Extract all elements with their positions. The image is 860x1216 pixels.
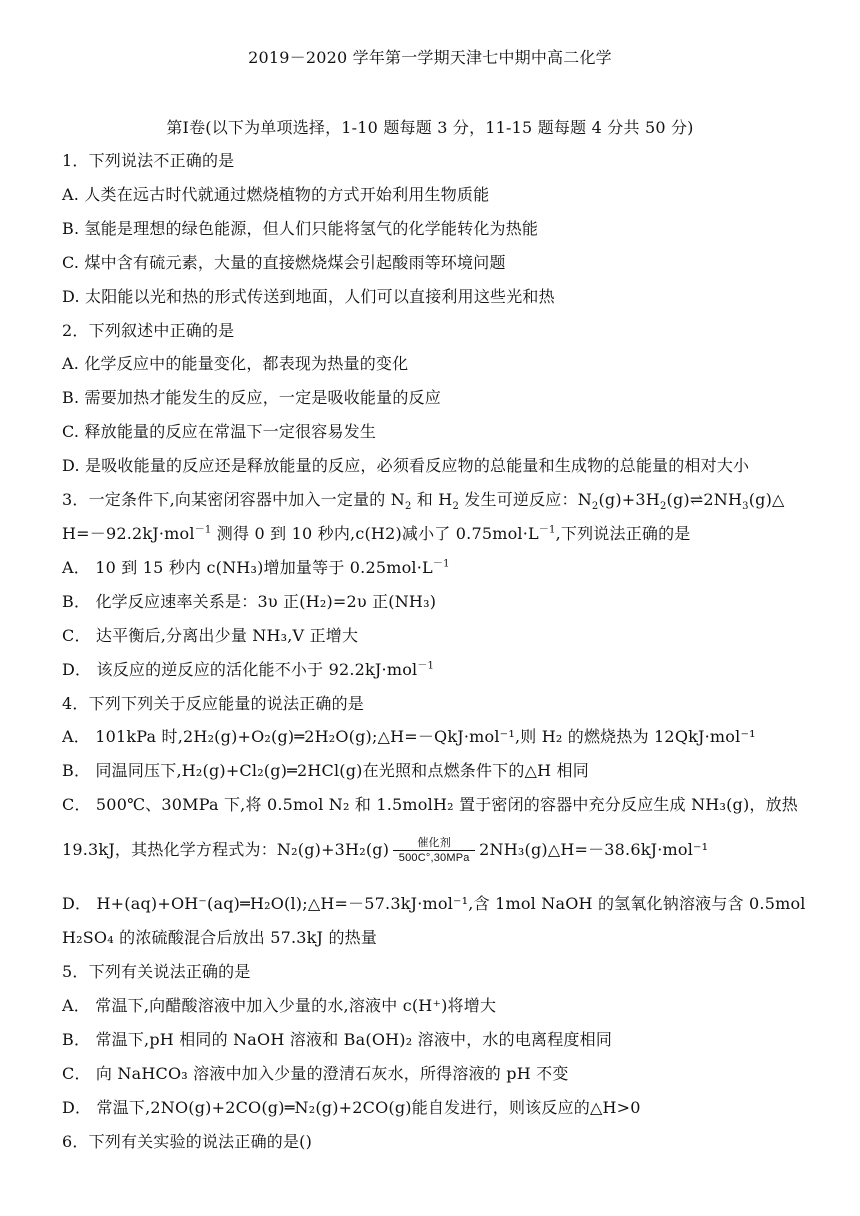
section-header: 第Ⅰ卷(以下为单项选择，1-10 题每题 3 分，11-15 题每题 4 分共 50 分) (166, 118, 694, 137)
question-3-option-a: A． 10 到 15 秒内 c(NH₃)增加量等于 $0.25mol\cdot L^{-1}$ (62, 558, 450, 577)
question-2-option-a: A. 化学反应中的能量变化，都表现为热量的变化 (62, 354, 409, 373)
question-3-stem-text: 3．一定条件下,向某密闭容器中加入一定量的 N (62, 490, 405, 509)
question-4-option-a: A． 101kPa 时,2H₂(g)+O₂(g)═2H₂O(g);△H=－QkJ·mol⁻¹,则 H₂ 的燃烧热为 12QkJ·mol⁻¹ (62, 727, 756, 746)
question-2-option-c: C. 释放能量的反应在常温下一定很容易发生 (62, 422, 377, 441)
question-1-option-a: A. 人类在远古时代就通过燃烧植物的方式开始利用生物质能 (62, 185, 490, 204)
question-1-stem: 1．下列说法不正确的是 (62, 151, 235, 170)
question-4-option-d-line-2: H₂SO₄ 的浓硫酸混合后放出 57.3kJ 的热量 (62, 928, 378, 947)
question-3-stem-line-1: 3．一定条件下,向某密闭容器中加入一定量的 $N_2$ 和 $H_2$ 发生可逆反应：$N_2(g)+3H_2(g)\rightleftharpoons 2NH_3(g)\triangle$ (62, 490, 785, 513)
question-3-stem-line-2: H=－92.2kJ·mol$^{-1}$ 测得 0 到 10 秒内,c(H2)减小了 $0.75mol\cdot L^{-1}$,下列说法正确的是 (62, 524, 691, 543)
question-3-option-d: D． 该反应的逆反应的活化能不小于 92.2kJ·mol$^{-1}$ (62, 660, 435, 679)
question-4-option-c-line-1: C． 500℃、30MPa 下,将 0.5mol N₂ 和 1.5molH₂ 置于密闭的容器中充分反应生成 NH₃(g)，放热 (62, 795, 798, 814)
question-5-option-b: B． 常温下,pH 相同的 NaOH 溶液和 Ba(OH)₂ 溶液中，水的电离程度相同 (62, 1030, 613, 1049)
question-5-stem: 5．下列有关说法正确的是 (62, 962, 251, 981)
reaction-condition: $\frac{\text{催化剂}}{\text{500C°,30MPa}}$ (393, 836, 475, 865)
question-1-option-d: D. 太阳能以光和热的形式传送到地面，人们可以直接利用这些光和热 (62, 287, 555, 306)
question-5-option-d: D． 常温下,2NO(g)+2CO(g)═N₂(g)+2CO(g)能自发进行，则该反应的△H>0 (62, 1098, 641, 1117)
question-4-option-b: B． 同温同压下,H₂(g)+Cl₂(g)═2HCl(g)在光照和点燃条件下的△H 相同 (62, 761, 589, 780)
question-4-option-c-equation: 19.3kJ，其热化学方程式为：N₂(g)+3H₂(g) $\frac{\text{催化剂}}{\text{500C°,30MPa}}$ 2NH₃(g)△H=－38.6kJ·mol⁻¹ (62, 836, 709, 864)
question-4-option-d-line-1: D． H+(aq)+OH⁻(aq)═H₂O(l);△H=－57.3kJ·mol⁻¹,含 1mol NaOH 的氢氧化钠溶液与含 0.5mol (62, 894, 806, 913)
question-3-option-c: C． 达平衡后,分离出少量 NH₃,V 正增大 (62, 626, 359, 645)
question-5-option-a: A． 常温下,向醋酸溶液中加入少量的水,溶液中 c(H⁺)将增大 (62, 996, 497, 1015)
question-1-option-b: B. 氢能是理想的绿色能源，但人们只能将氢气的化学能转化为热能 (62, 219, 539, 238)
question-2-option-b: B. 需要加热才能发生的反应，一定是吸收能量的反应 (62, 388, 441, 407)
question-2-option-d: D. 是吸收能量的反应还是释放能量的反应，必须看反应物的总能量和生成物的总能量的相对大小 (62, 456, 750, 475)
exam-title: 2019－2020 学年第一学期天津七中期中高二化学 (248, 48, 612, 67)
question-5-option-c: C． 向 NaHCO₃ 溶液中加入少量的澄清石灰水，所得溶液的 pH 不变 (62, 1064, 569, 1083)
question-2-stem: 2．下列叙述中正确的是 (62, 321, 235, 340)
question-6-stem: 6．下列有关实验的说法正确的是() (62, 1132, 313, 1151)
question-1-option-c: C. 煤中含有硫元素，大量的直接燃烧煤会引起酸雨等环境问题 (62, 253, 506, 272)
question-3-option-b: B． 化学反应速率关系是：3υ 正(H₂)=2υ 正(NH₃) (62, 592, 437, 611)
question-4-stem: 4．下列下列关于反应能量的说法正确的是 (62, 694, 364, 713)
